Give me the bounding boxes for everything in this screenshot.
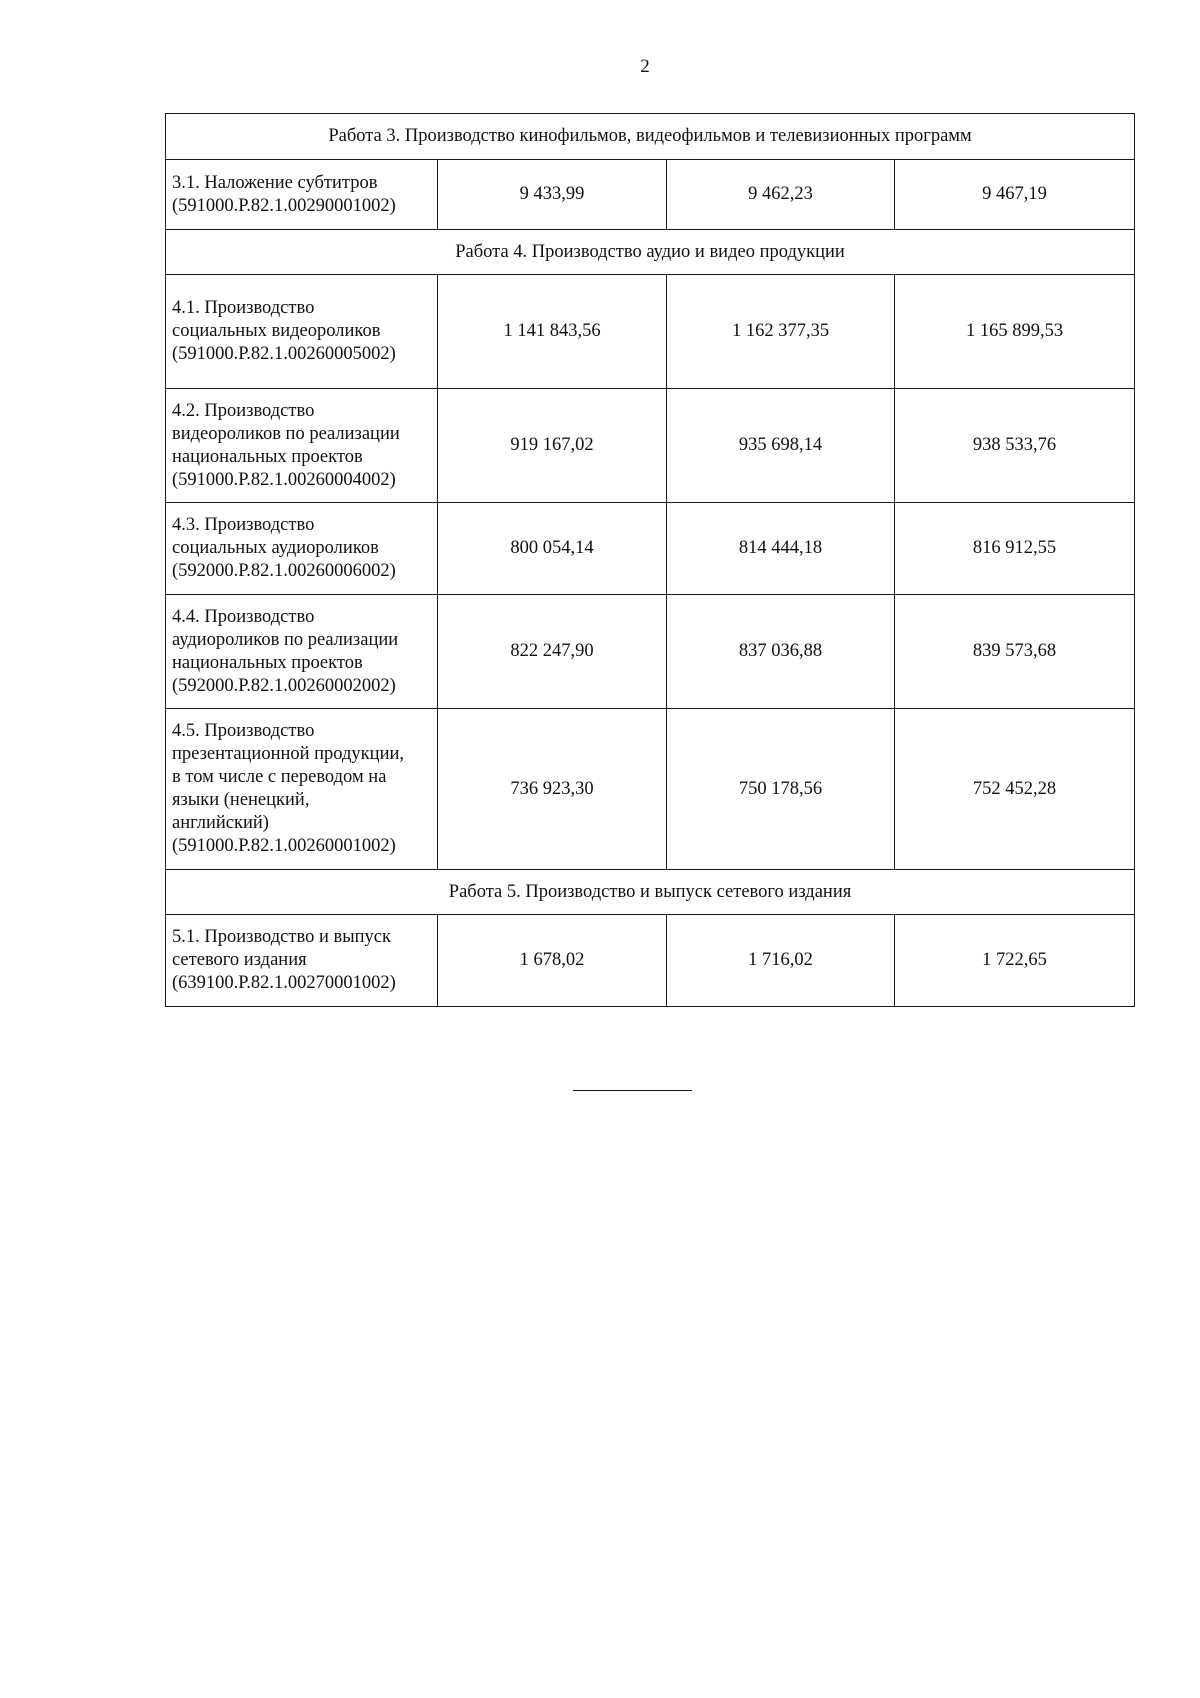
cost-value-year-2: 935 698,14 <box>667 389 895 503</box>
work-item-name-line: презентационной продукции, <box>172 744 404 764</box>
cost-value-year-3: 816 912,55 <box>895 503 1135 595</box>
work-item-name-line: аудиороликов по реализации <box>172 629 399 650</box>
work-item-name-line: национальных проектов <box>172 446 363 467</box>
section-header-row <box>166 114 1135 160</box>
work-item-name <box>166 709 438 870</box>
work-item-name-line: социальных аудиороликов <box>172 538 379 558</box>
section-header-row <box>166 870 1135 915</box>
table-row <box>166 503 1135 595</box>
section-title: Работа 3. Производство кинофильмов, видеофильмов и телевизионных программ <box>166 114 1135 160</box>
work-item-name-line: (639100.Р.82.1.00270001002) <box>172 973 396 993</box>
work-item-name-line: 4.4. Производство <box>172 606 315 627</box>
table-row <box>166 275 1135 389</box>
cost-value-year-1: 736 923,30 <box>438 709 667 870</box>
work-item-name-line: сетевого издания <box>172 950 307 970</box>
work-item-name-line: видеороликов по реализации <box>172 423 400 444</box>
work-item-name-line: (591000.Р.82.1.00290001002) <box>172 195 396 216</box>
work-item-name <box>166 915 438 1007</box>
cost-value-year-3: 938 533,76 <box>895 389 1135 503</box>
cost-value-year-3: 752 452,28 <box>895 709 1135 870</box>
work-item-name-line: (591000.Р.82.1.00260001002) <box>172 836 396 856</box>
cost-value-year-1: 1 141 843,56 <box>438 275 667 389</box>
work-item-name <box>166 160 438 230</box>
section-title: Работа 4. Производство аудио и видео продукции <box>166 230 1135 275</box>
cost-value-year-2: 1 162 377,35 <box>667 275 895 389</box>
work-item-name-line: национальных проектов <box>172 652 363 673</box>
pricing-table-body <box>166 114 1135 1007</box>
cost-value-year-3: 9 467,19 <box>895 160 1135 230</box>
section-header-row <box>166 230 1135 275</box>
page-number: 2 <box>640 56 650 77</box>
cost-value-year-1: 1 678,02 <box>438 915 667 1007</box>
work-item-name-line: 3.1. Наложение субтитров <box>172 172 378 193</box>
pricing-table <box>165 113 1135 1007</box>
work-item-name-line: 4.2. Производство <box>172 400 315 421</box>
work-item-name <box>166 389 438 503</box>
cost-value-year-1: 9 433,99 <box>438 160 667 230</box>
work-item-name-line: языки (ненецкий, <box>172 790 310 810</box>
cost-value-year-2: 9 462,23 <box>667 160 895 230</box>
cost-value-year-1: 919 167,02 <box>438 389 667 503</box>
work-item-name <box>166 503 438 595</box>
work-item-name-line: английский) <box>172 813 269 833</box>
section-title: Работа 5. Производство и выпуск сетевого издания <box>166 870 1135 915</box>
cost-value-year-2: 750 178,56 <box>667 709 895 870</box>
work-item-name-line: социальных видеороликов <box>172 321 381 341</box>
work-item-name-line: 4.5. Производство <box>172 721 315 741</box>
work-item-name-line: 4.3. Производство <box>172 515 315 535</box>
table-row <box>166 915 1135 1007</box>
cost-value-year-2: 814 444,18 <box>667 503 895 595</box>
work-item-name-line: 4.1. Производство <box>172 298 315 318</box>
work-item-name <box>166 595 438 709</box>
work-item-name-line: 5.1. Производство и выпуск <box>172 927 392 947</box>
cost-value-year-1: 822 247,90 <box>438 595 667 709</box>
cost-value-year-3: 1 722,65 <box>895 915 1135 1007</box>
work-item-name-line: в том числе с переводом на <box>172 767 387 787</box>
table-row <box>166 160 1135 230</box>
table-row <box>166 709 1135 870</box>
end-of-document-rule <box>573 1090 692 1091</box>
table-row <box>166 389 1135 503</box>
cost-value-year-2: 837 036,88 <box>667 595 895 709</box>
cost-value-year-3: 1 165 899,53 <box>895 275 1135 389</box>
work-item-name-line: (591000.Р.82.1.00260005002) <box>172 344 396 364</box>
work-item-name-line: (592000.Р.82.1.00260006002) <box>172 561 396 581</box>
cost-value-year-1: 800 054,14 <box>438 503 667 595</box>
work-item-name-line: (591000.Р.82.1.00260004002) <box>172 469 396 490</box>
cost-value-year-2: 1 716,02 <box>667 915 895 1007</box>
work-item-name <box>166 275 438 389</box>
cost-value-year-3: 839 573,68 <box>895 595 1135 709</box>
table-row <box>166 595 1135 709</box>
work-item-name-line: (592000.Р.82.1.00260002002) <box>172 675 396 696</box>
